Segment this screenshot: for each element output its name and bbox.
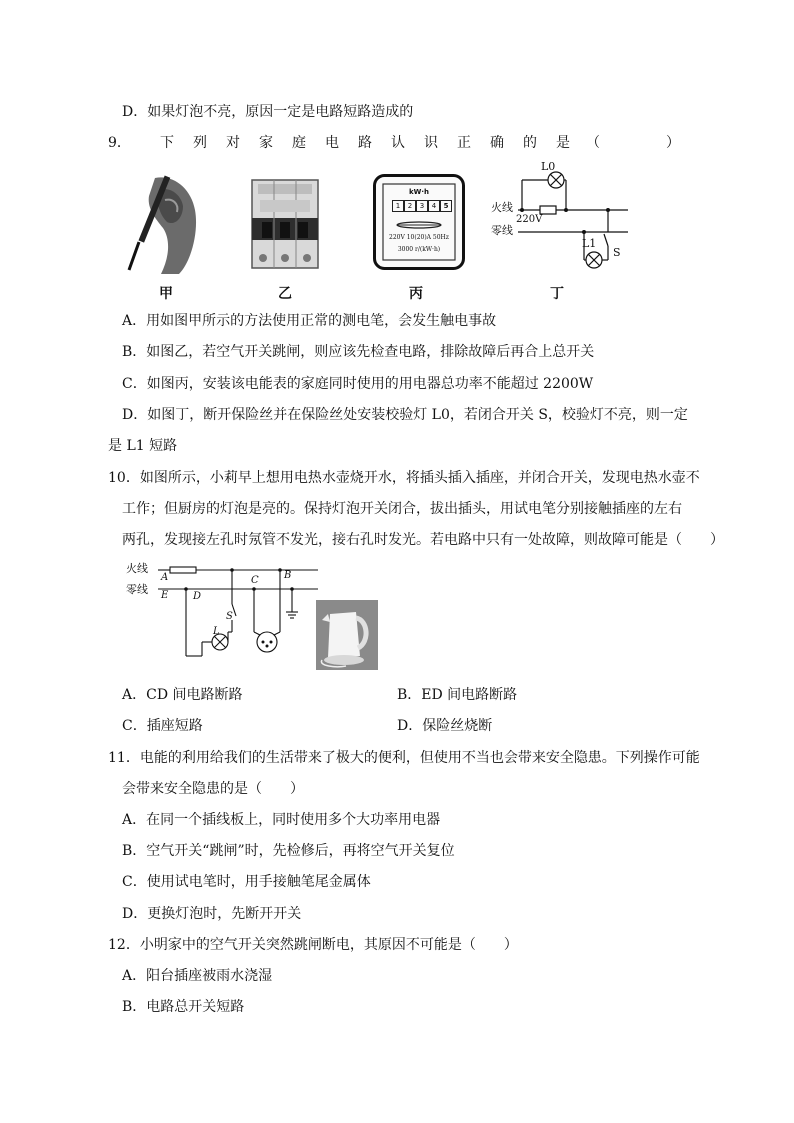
meter-digit: 4 [428, 200, 440, 212]
meter-unit: kW·h [408, 188, 430, 196]
q10-label-c: C [251, 575, 259, 586]
caption-yi: 乙 [278, 286, 292, 302]
meter-digit: 1 [392, 200, 404, 212]
meter-digits [392, 200, 452, 212]
q9-option-b: B．如图乙，若空气开关跳闸，则应该先检查电路，排除故障后再合上总开关 [122, 344, 595, 360]
q9-option-c: C．如图丙，安装该电能表的家庭同时使用的用电器总功率不能超过 2200W [122, 376, 594, 392]
figure-jia-test-pen-photo [125, 170, 205, 275]
caption-ding: 丁 [550, 286, 564, 302]
q10-option-b: B．ED 间电路断路 [397, 687, 518, 703]
q10-stem-line-1: 10．如图所示，小莉早上想用电热水壶烧开水，将插头插入插座，并闭合开关，发现电热水壶不 [108, 470, 700, 486]
q11-option-c: C．使用试电笔时，用手接触笔尾金属体 [122, 874, 371, 890]
q10-label-a: A [161, 572, 169, 583]
q10-stem-line-2: 工作；但厨房的灯泡是亮的。保持灯泡开关闭合，拔出插头，用试电笔分别接触插座的左右 [122, 501, 682, 517]
q12-option-b: B．电路总开关短路 [122, 999, 245, 1015]
q10-option-d: D．保险丝烧断 [397, 718, 493, 734]
q10-label-s: S [226, 611, 233, 622]
label-switch-s: S [613, 246, 621, 259]
q9-stem: 下列对家庭电路认识正确的是 [160, 135, 589, 151]
caption-jia: 甲 [159, 286, 173, 302]
q11-option-b: B．空气开关“跳闸”时，先检修后，再将空气开关复位 [122, 843, 455, 859]
q9-number: 9． [108, 135, 131, 151]
label-l1: L1 [582, 237, 597, 250]
q10-label-e: E [161, 590, 169, 601]
electric-kettle-photo [316, 600, 378, 670]
q10-label-d: D [193, 591, 202, 602]
q10-label-b: B [284, 570, 292, 581]
q9-option-d: D．如图丁，断开保险丝并在保险丝处安装校验灯 L0，若闭合开关 S，校验灯不亮，则一定 [122, 407, 688, 423]
q10-label-neutral-wire: 零线 [126, 583, 148, 596]
meter-digit: 3 [416, 200, 428, 212]
figure-bing-energy-meter [373, 174, 465, 270]
label-220v: 220V [516, 214, 543, 225]
label-l0: L0 [541, 160, 556, 173]
figure-yi-air-switch-photo [250, 178, 320, 270]
meter-constant: 3000 r/(kW·h) [397, 246, 441, 253]
q9-option-a: A．用如图甲所示的方法使用正常的测电笔，会发生触电事故 [122, 313, 497, 329]
q12-option-a: A．阳台插座被雨水浇湿 [122, 968, 273, 984]
q8-option-d: D．如果灯泡不亮，原因一定是电路短路造成的 [122, 104, 414, 120]
q9-option-d-continued: 是 L1 短路 [108, 438, 178, 454]
label-live-wire: 火线 [491, 201, 513, 214]
q12-stem: 12．小明家中的空气开关突然跳闸断电，其原因不可能是（ ） [108, 937, 518, 953]
q9-answer-bracket: （ ） [586, 135, 682, 151]
q10-stem-line-3: 两孔，发现接左孔时氖管不发光，接右孔时发光。若电路中只有一处故障，则故障可能是（ ） [122, 532, 724, 548]
meter-digit: 2 [404, 200, 416, 212]
caption-bing: 丙 [409, 286, 423, 302]
label-neutral-wire: 零线 [491, 224, 513, 237]
q11-option-a: A．在同一个插线板上，同时使用多个大功率用电器 [122, 812, 441, 828]
meter-rating: 220V 10(20)A 50Hz [389, 234, 449, 241]
q10-label-live-wire: 火线 [126, 562, 148, 575]
q10-label-l: L [213, 626, 220, 637]
q10-option-a: A．CD 间电路断路 [122, 687, 243, 703]
q11-stem-line-2: 会带来安全隐患的是（ ） [122, 781, 304, 797]
q10-option-c: C．插座短路 [122, 718, 203, 734]
q11-stem-line-1: 11．电能的利用给我们的生活带来了极大的便利，但使用不当也会带来安全隐患。下列操作可能 [108, 750, 700, 766]
q11-option-d: D．更换灯泡时，先断开开关 [122, 906, 302, 922]
meter-digit: 5 [440, 200, 452, 212]
